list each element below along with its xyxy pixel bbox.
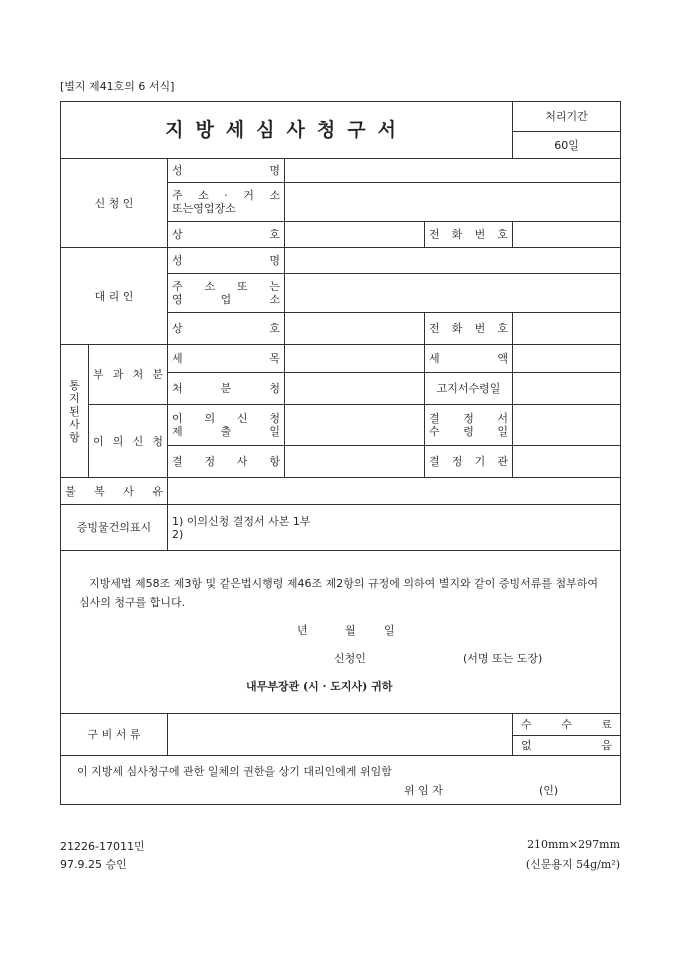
objection-label: 이 의 신 청	[89, 405, 168, 478]
statement-signature: (서명 또는 도장)	[463, 652, 543, 665]
applicant-address-field[interactable]	[285, 183, 621, 222]
statement-month: 월	[345, 624, 356, 637]
processing-period-label: 처리기간	[513, 102, 621, 132]
fee-value-2: 음	[601, 739, 613, 752]
footer-code: 21226-17011민	[60, 840, 145, 853]
form-reference: [별지 제41호의 6 서식]	[60, 80, 175, 93]
tax-item-label: 세 목	[168, 345, 285, 373]
appeal-form-table	[60, 101, 621, 805]
statement-addressee: 내무부장관 (시 · 도지사) 귀하	[246, 680, 393, 693]
notice-date-label: 고지서수령일	[425, 373, 513, 405]
evidence-item-1: 1) 이의신청 결정서 사본 1부	[172, 514, 311, 528]
reason-label: 불 복 사 유	[61, 478, 168, 505]
footer-size: 210mm×297mm	[527, 838, 620, 851]
imposition-label: 부 과 처 분	[89, 345, 168, 405]
statement-applicant: 신청인	[334, 652, 366, 665]
authority-label: 처 분 청	[168, 373, 285, 405]
applicant-section-label: 신 청 인	[61, 159, 168, 248]
fee-value-1: 없	[521, 739, 532, 752]
notice-date-field[interactable]	[513, 373, 621, 405]
decision-receipt-field[interactable]	[513, 405, 621, 446]
statement-year: 년	[297, 624, 308, 637]
delegator-label: 위 임 자	[404, 784, 443, 797]
statement-day: 일	[384, 624, 395, 637]
decision-receipt-label	[425, 405, 513, 446]
applicant-phone-label: 전 화 번 호	[425, 222, 513, 248]
applicant-address-line2: 또는영업장소	[172, 202, 236, 215]
fee-label: 수 수 료	[513, 714, 621, 736]
agent-phone-field[interactable]	[513, 313, 621, 345]
evidence-label: 증빙물건의표시	[61, 505, 168, 551]
applicant-name-field[interactable]	[285, 159, 621, 183]
applicant-phone-field[interactable]	[513, 222, 621, 248]
decision-body-field[interactable]	[513, 446, 621, 478]
decision-matter-field[interactable]	[285, 446, 425, 478]
form-title: 지방세심사청구서	[61, 102, 513, 159]
footer-paper: (신문용지 54g/m²)	[525, 858, 620, 871]
seal-mark: (인)	[539, 784, 559, 797]
evidence-field[interactable]	[168, 505, 621, 551]
statement-block	[61, 551, 621, 714]
decision-receipt-line1: 결 정 서	[429, 412, 509, 425]
decision-receipt-line2: 수 령 일	[429, 425, 509, 438]
objection-submit-line1: 이 의 신 청	[172, 412, 280, 425]
agent-name-label: 성 명	[168, 248, 285, 274]
authority-field[interactable]	[285, 373, 425, 405]
tax-amount-label: 세 액	[425, 345, 513, 373]
agent-phone-label: 전 화 번 호	[425, 313, 513, 345]
evidence-item-2: 2)	[172, 527, 184, 541]
notified-section-label: 통지된사항	[61, 345, 89, 478]
agent-trade-name-label: 상 호	[168, 313, 285, 345]
statement-text: 지방세법 제58조 제3항 및 같은법시행령 제46조 제2항의 규정에 의하여 별지와 같이 증빙서류를 첨부하여 심사의 청구를 합니다.	[79, 577, 598, 609]
applicant-trade-name-field[interactable]	[285, 222, 425, 248]
objection-submit-label	[168, 405, 285, 446]
applicant-trade-name-label: 상 호	[168, 222, 285, 248]
agent-section-label: 대 리 인	[61, 248, 168, 345]
agent-name-field[interactable]	[285, 248, 621, 274]
reason-field[interactable]	[168, 478, 621, 505]
agent-address-label	[168, 274, 285, 313]
footer-approval: 97.9.25 승인	[60, 858, 127, 871]
agent-address-field[interactable]	[285, 274, 621, 313]
applicant-address-label	[168, 183, 285, 222]
delegation-block	[61, 756, 621, 805]
decision-body-label: 결 정 기 관	[425, 446, 513, 478]
applicant-address-line1: 주 소 · 거 소	[172, 189, 280, 202]
objection-submit-field[interactable]	[285, 405, 425, 446]
documents-field[interactable]	[168, 714, 513, 756]
processing-period-value: 60일	[513, 132, 621, 159]
agent-address-line2: 영 업 소	[172, 293, 280, 306]
documents-label: 구 비 서 류	[61, 714, 168, 756]
decision-matter-label: 결 정 사 항	[168, 446, 285, 478]
applicant-name-label: 성 명	[168, 159, 285, 183]
tax-item-field[interactable]	[285, 345, 425, 373]
fee-value	[513, 736, 621, 756]
delegation-text: 이 지방세 심사청구에 관한 일체의 권한을 상기 대리인에게 위임함	[77, 765, 392, 778]
agent-address-line1: 주 소 또 는	[172, 280, 280, 293]
objection-submit-line2: 제 출 일	[172, 425, 280, 438]
agent-trade-name-field[interactable]	[285, 313, 425, 345]
tax-amount-field[interactable]	[513, 345, 621, 373]
